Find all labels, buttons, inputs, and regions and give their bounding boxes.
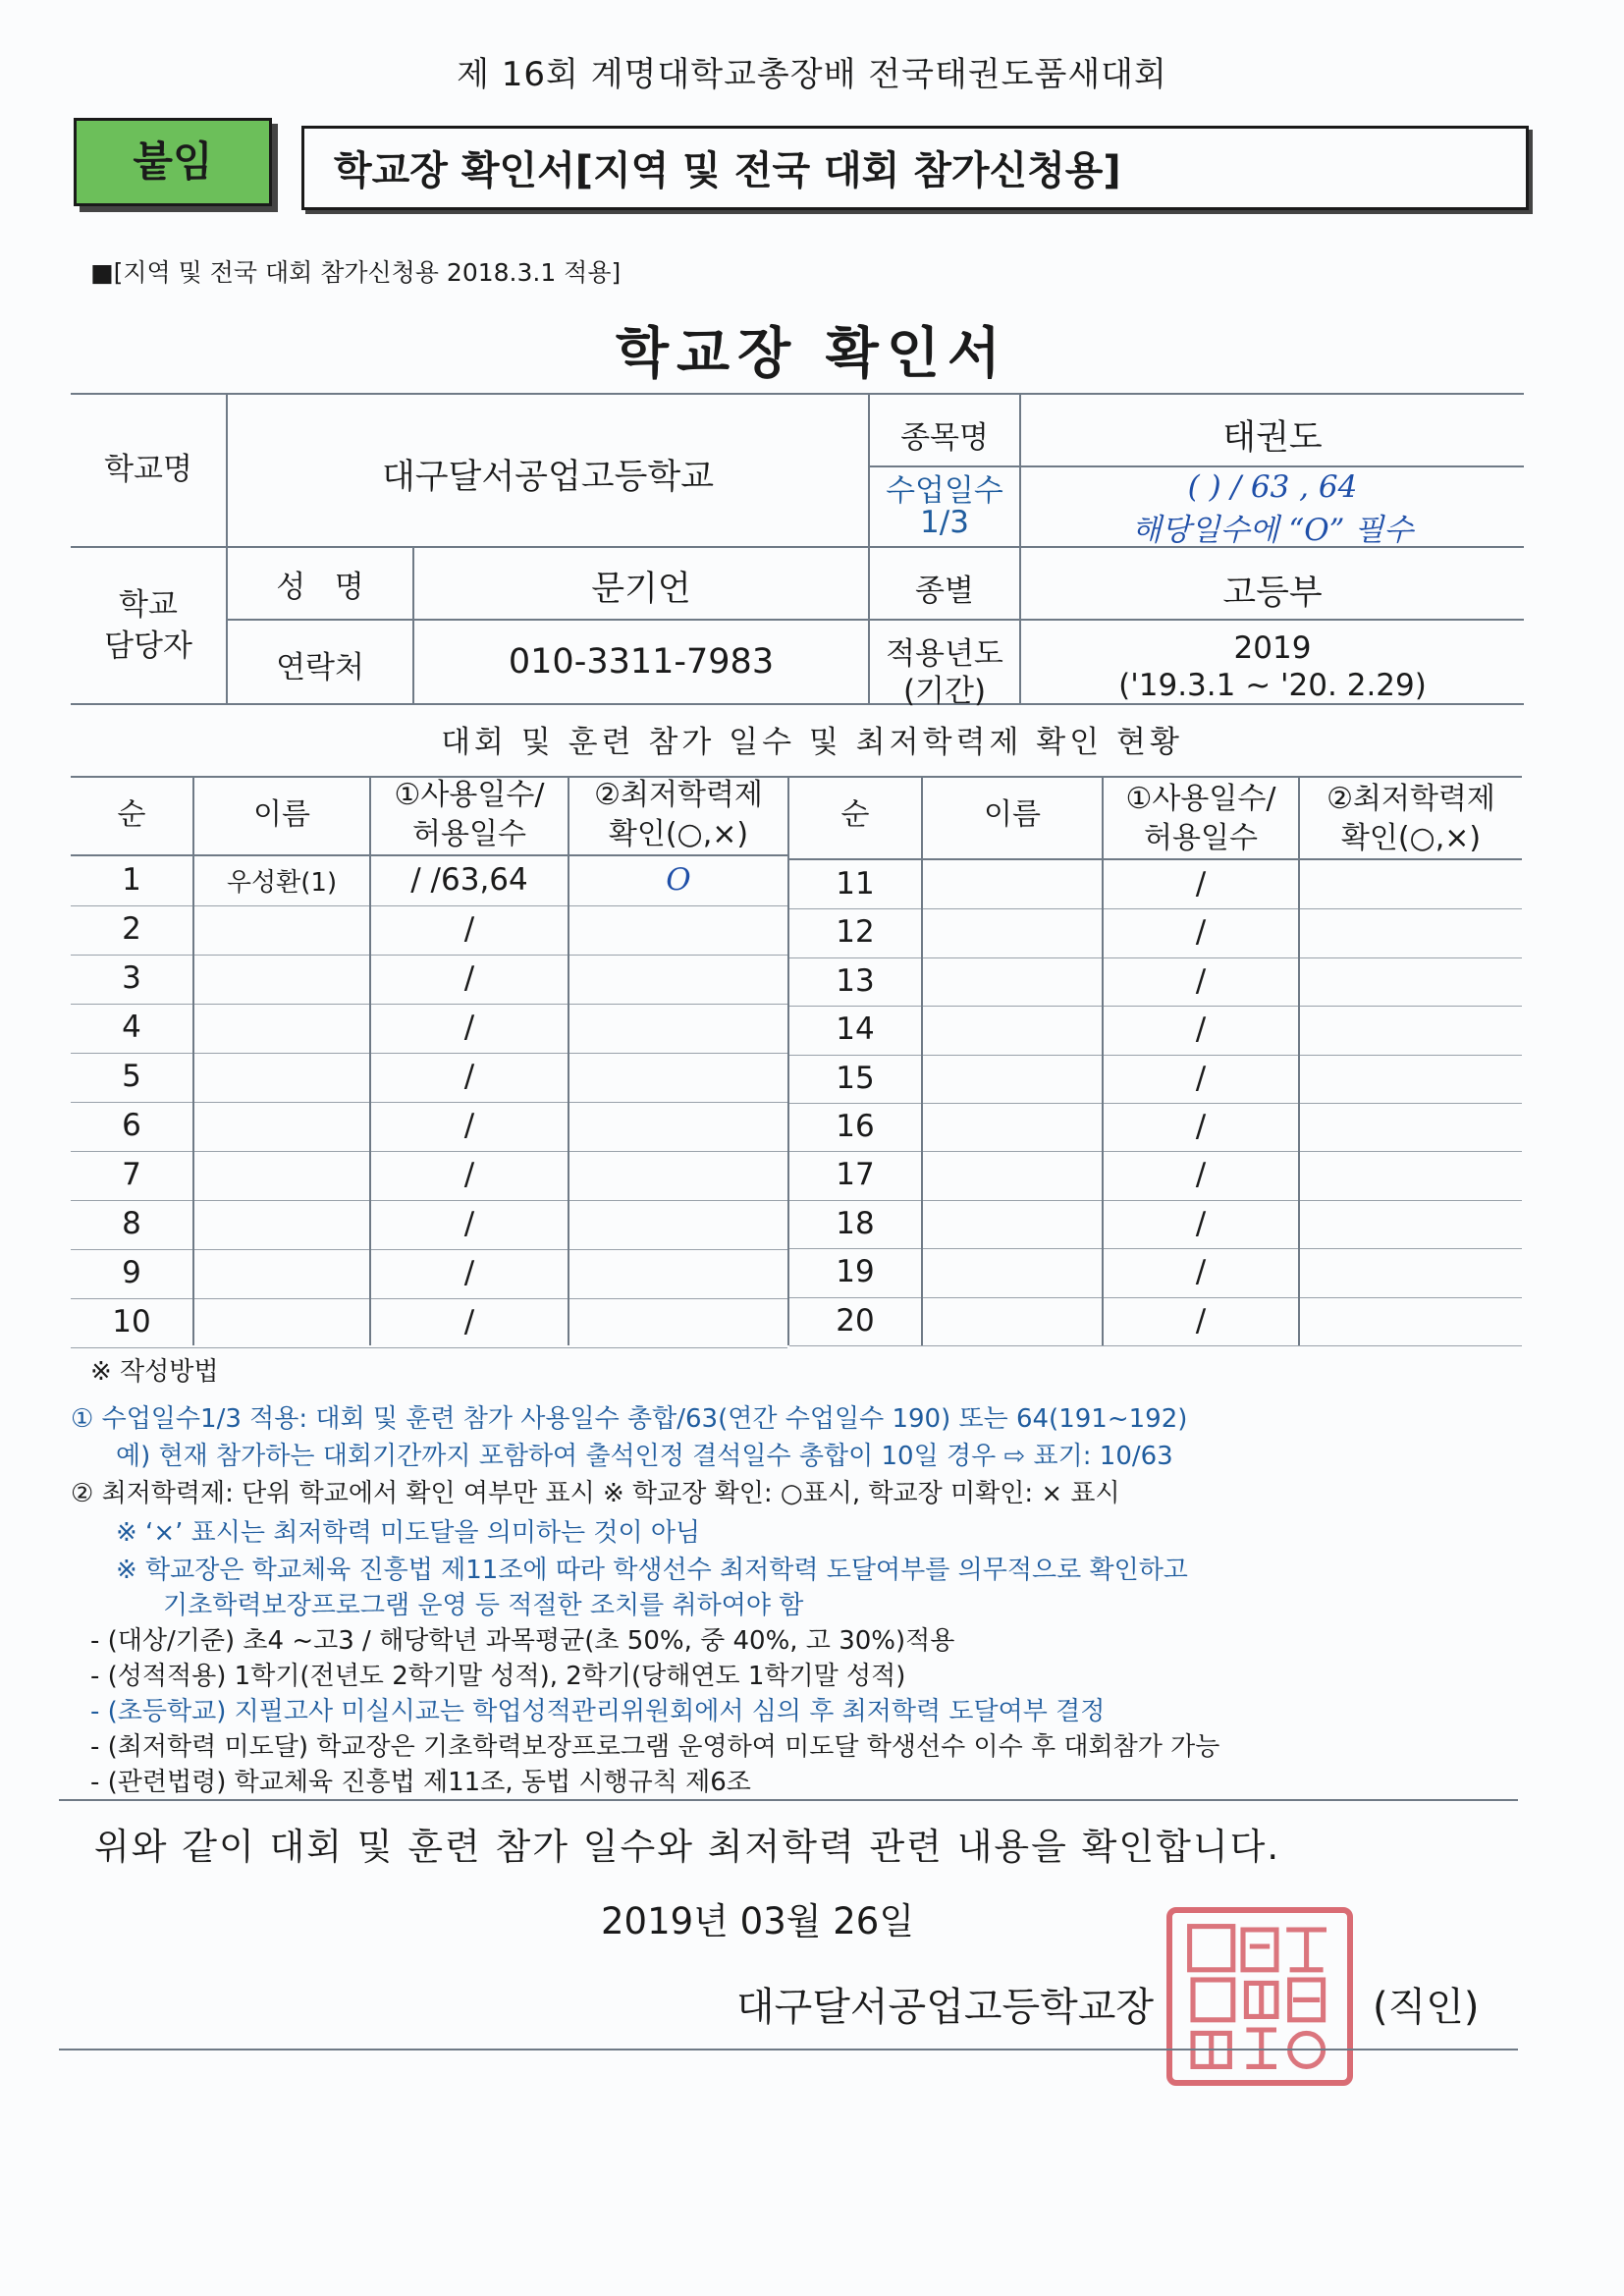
right-row-days: / — [1195, 962, 1207, 999]
left-row-number: 1 — [122, 862, 141, 898]
header-check-left-2: 확인(○,×) — [608, 817, 749, 851]
class-days-hint: 해당일수에 “O” 필수 — [1131, 513, 1414, 548]
detail-4: - (최저학력 미도달) 학교장은 기초학력보장프로그램 운영하여 미도달 학생선수 이수 후 대회참가 가능 — [90, 1732, 1220, 1762]
staff-label-2: 담당자 — [104, 629, 192, 664]
year-value: 2019 — [1233, 630, 1312, 666]
right-row-number: 17 — [836, 1157, 875, 1193]
row-divider — [71, 905, 787, 906]
detail-1: - (대상/기준) 초4 ~고3 / 해당학년 과목평균(초 50%, 중 40%, 고 30%)적용 — [90, 1626, 955, 1656]
right-row-number: 12 — [836, 914, 875, 951]
contact-label: 연락처 — [276, 650, 364, 685]
left-row-number: 7 — [122, 1157, 141, 1192]
left-row-days: / — [463, 960, 475, 996]
right-row-days: / — [1195, 1060, 1207, 1096]
school-name-label: 학교명 — [104, 452, 192, 487]
name-label: 성 명 — [276, 570, 364, 605]
note-2c: ※ 학교장은 학교체육 진흥법 제11조에 따라 학생선수 최저학력 도달여부를 의무적으로 확인하고 — [116, 1556, 1188, 1585]
period-label-2: (기간) — [902, 674, 987, 709]
left-row-days: / — [463, 911, 475, 947]
staff-label: 학교 — [119, 587, 178, 623]
bottom-divider — [59, 2049, 1518, 2050]
right-row-days: / — [1195, 1205, 1207, 1241]
seal-icon — [1172, 1913, 1347, 2080]
right-row-number: 11 — [836, 866, 875, 902]
period-value: ('19.3.1 ~ '20. 2.29) — [1118, 668, 1427, 703]
left-row-number: 6 — [122, 1108, 141, 1143]
right-row-days: / — [1195, 1254, 1207, 1290]
left-row-number: 8 — [122, 1206, 141, 1241]
note-1a: ① 수업일수1/3 적용: 대회 및 훈련 참가 사용일수 총합/63(연간 수업일수 190) 또는 64(191~192) — [71, 1404, 1188, 1434]
row-divider — [789, 1200, 1522, 1201]
left-row-number: 4 — [122, 1010, 141, 1045]
row-divider — [789, 1006, 1522, 1007]
left-row-days: / — [463, 1059, 475, 1094]
header-days-right: ①사용일수/ — [1125, 782, 1276, 816]
banner-title: 학교장 확인서[지역 및 전국 대회 참가신청용] — [301, 126, 1529, 210]
header-days-left: ①사용일수/ — [394, 778, 545, 812]
note-2a: ② 최저학력제: 단위 학교에서 확인 여부만 표시 ※ 학교장 확인: ○표시, 학교장 미확인: × 표시 — [71, 1479, 1120, 1508]
left-row-days: / /63,64 — [410, 862, 528, 898]
right-row-days: / — [1195, 914, 1207, 951]
left-row-days: / — [463, 1010, 475, 1045]
row-divider — [789, 957, 1522, 958]
right-row-days: / — [1195, 1157, 1207, 1193]
header-check-left: ②최저학력제 — [594, 778, 763, 812]
official-seal — [1166, 1907, 1353, 2086]
contact-value: 010-3311-7983 — [508, 642, 775, 682]
row-divider — [789, 1103, 1522, 1104]
row-divider — [71, 1200, 787, 1201]
row-divider — [71, 1053, 787, 1054]
sign-date: 2019년 03월 26일 — [601, 1900, 915, 1942]
note-2b: ※ ‘×’ 표시는 최저학력 미도달을 의미하는 것이 아님 — [116, 1518, 701, 1548]
left-row-days: / — [463, 1108, 475, 1143]
left-row-days: / — [463, 1157, 475, 1192]
right-row-number: 19 — [836, 1254, 875, 1290]
row-divider — [789, 908, 1522, 909]
header-check-right: ②최저학력제 — [1326, 782, 1495, 816]
detail-2: - (성적적용) 1학기(전년도 2학기말 성적), 2학기(당해연도 1학기말 성적) — [90, 1662, 906, 1691]
row-divider — [71, 1347, 787, 1348]
header-days-left-2: 허용일수 — [412, 817, 526, 851]
detail-5: - (관련법령) 학교체육 진흥법 제11조, 동법 시행규칙 제6조 — [90, 1768, 751, 1797]
row-divider — [789, 1151, 1522, 1152]
right-row-days: / — [1195, 866, 1207, 902]
right-row-number: 15 — [836, 1060, 875, 1096]
right-row-number: 14 — [836, 1011, 875, 1048]
left-row-number: 2 — [122, 911, 141, 947]
right-row-days: / — [1195, 1109, 1207, 1144]
division-label: 종별 — [915, 574, 974, 609]
left-row-number: 3 — [122, 960, 141, 996]
left-row-days: / — [463, 1255, 475, 1290]
header-check-right-2: 확인(○,×) — [1340, 821, 1482, 855]
right-row-days: / — [1195, 1011, 1207, 1048]
staff-name: 문기언 — [591, 570, 691, 609]
left-row-days: / — [463, 1304, 475, 1339]
left-row-check: O — [666, 862, 691, 898]
row-divider — [789, 1345, 1522, 1346]
right-row-number: 16 — [836, 1109, 875, 1144]
period-label: 적용년도 — [886, 636, 1003, 672]
row-divider — [71, 1102, 787, 1103]
event-value: 태권도 — [1222, 418, 1323, 458]
note-1b: 예) 현재 참가하는 대회기간까지 포함하여 출석인정 결석일수 총합이 10일 경우 ⇨ 표기: 10/63 — [116, 1442, 1173, 1471]
notes-title: ※ 작성방법 — [90, 1357, 219, 1387]
section-title: 대회 및 훈련 참가 일수 및 최저학력제 확인 현황 — [441, 725, 1183, 760]
right-row-number: 13 — [836, 962, 875, 999]
right-row-days: / — [1195, 1302, 1207, 1339]
header-days-right-2: 허용일수 — [1144, 821, 1258, 855]
principal-name: 대구달서공업고등학교장 — [736, 1985, 1155, 2030]
row-divider — [71, 1249, 787, 1250]
left-row-number: 9 — [122, 1255, 141, 1290]
header-name-left: 이름 — [253, 797, 310, 832]
event-label: 종목명 — [900, 420, 989, 456]
class-days-label: 수업일수 — [886, 473, 1003, 509]
attachment-badge: 붙임 — [74, 118, 272, 206]
detail-3: - (초등학교) 지필고사 미실시교는 학업성적관리위원회에서 심의 후 최저학력 도달여부 결정 — [90, 1697, 1106, 1726]
right-row-number: 20 — [836, 1302, 875, 1339]
header-name-right: 이름 — [984, 797, 1041, 832]
right-row-number: 18 — [836, 1205, 875, 1241]
document-heading: 제 16회 계명대학교총장배 전국태권도품새대회 — [457, 55, 1167, 94]
row-divider — [71, 1151, 787, 1152]
row-divider — [71, 1004, 787, 1005]
left-row-days: / — [463, 1206, 475, 1241]
left-row-number: 5 — [122, 1059, 141, 1094]
divider — [59, 1799, 1518, 1801]
seal-label: (직인) — [1373, 1985, 1480, 2030]
confirm-sentence: 위와 같이 대회 및 훈련 참가 일수와 최저학력 관련 내용을 확인합니다. — [94, 1826, 1281, 1868]
school-name-value: 대구달서공업고등학교 — [381, 458, 715, 497]
row-divider — [789, 1297, 1522, 1298]
note-2d: 기초학력보장프로그램 운영 등 적절한 조치를 취하여야 함 — [163, 1591, 804, 1620]
row-divider — [789, 1055, 1522, 1056]
class-days-value: ( ) / 63 , 64 — [1187, 469, 1358, 505]
left-row-name: 우성환(1) — [226, 868, 338, 898]
division-value: 고등부 — [1222, 574, 1323, 613]
class-days-ratio-label: 1/3 — [920, 505, 969, 540]
form-title: 학교장 확인서 — [615, 322, 1009, 386]
row-divider — [71, 1298, 787, 1299]
row-divider — [71, 955, 787, 956]
applicable-note: ■[지역 및 전국 대회 참가신청용 2018.3.1 적용] — [90, 258, 622, 287]
header-no-left: 순 — [117, 797, 146, 832]
row-divider — [789, 1248, 1522, 1249]
left-row-number: 10 — [112, 1304, 151, 1339]
header-no-right: 순 — [840, 797, 870, 832]
